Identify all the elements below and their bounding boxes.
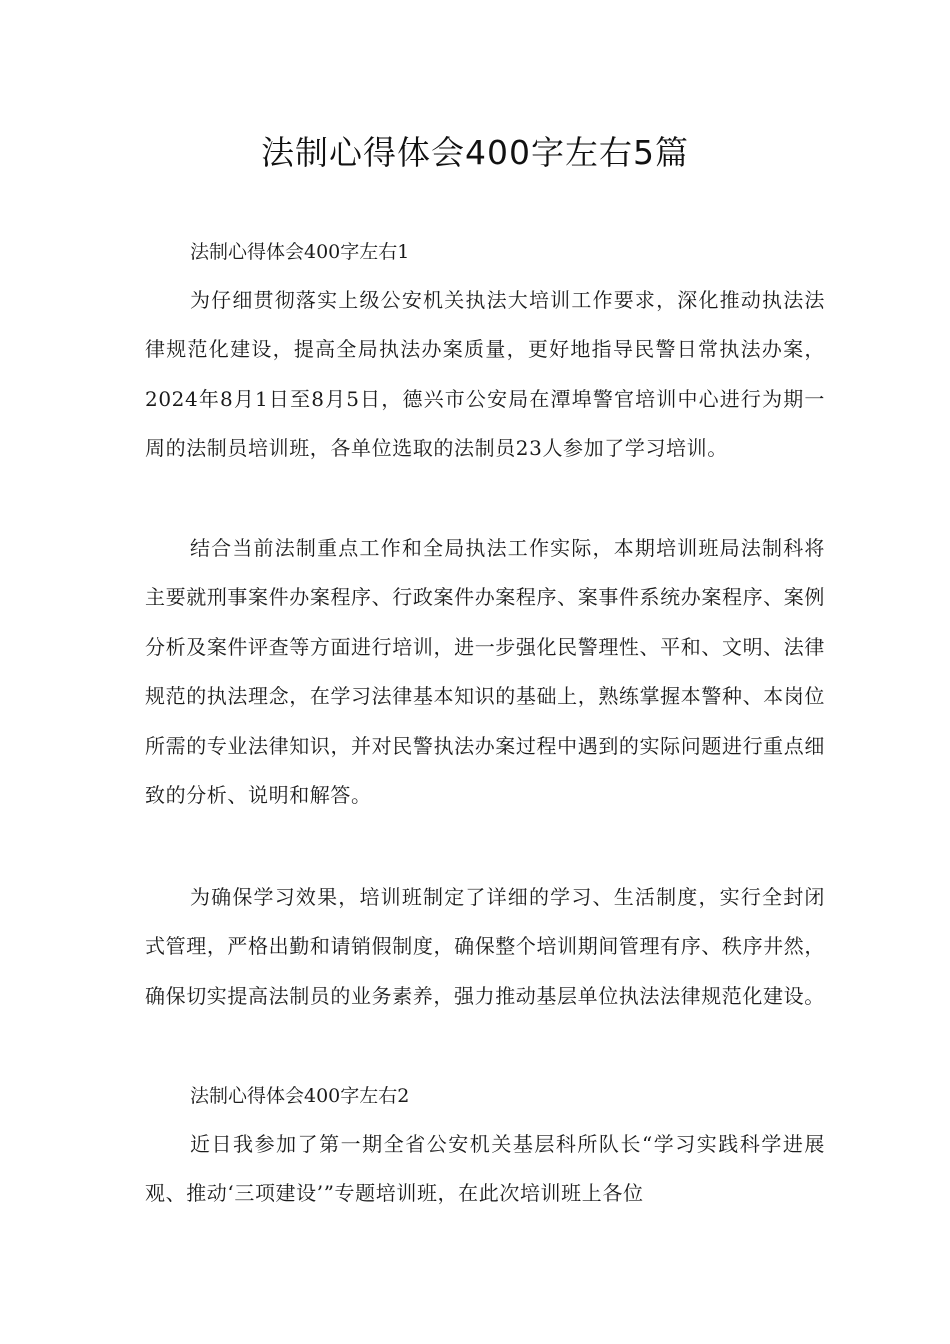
paragraph-4: 近日我参加了第一期全省公安机关基层科所队长“学习实践科学进展观、推动‘三项建设’”专题培训班，在此次培训班上各位 bbox=[145, 1132, 825, 1206]
document-title: 法制心得体会400字左右5篇 bbox=[261, 133, 689, 172]
paragraph-3: 为确保学习效果，培训班制定了详细的学习、生活制度，实行全封闭式管理，严格出勤和请销假制度，确保整个培训期间管理有序、秩序井然，确保切实提高法制员的业务素养，强力推动基层单位执法法律规范化建设。 bbox=[145, 885, 825, 1008]
paragraph-1: 为仔细贯彻落实上级公安机关执法大培训工作要求，深化推动执法法律规范化建设，提高全局执法办案质量，更好地指导民警日常执法办案，2024年8月1日至8月5日，德兴市公安局在潭埠警官培训中心进行为期一周的法制员培训班，各单位选取的法制员23人参加了学习培训。 bbox=[145, 288, 825, 461]
section-heading-2: 法制心得体会400字左右2 bbox=[190, 1085, 410, 1107]
section-heading-1: 法制心得体会400字左右1 bbox=[190, 241, 410, 263]
paragraph-2: 结合当前法制重点工作和全局执法工作实际，本期培训班局法制科将主要就刑事案件办案程序、行政案件办案程序、案事件系统办案程序、案例分析及案件评查等方面进行培训，进一步强化民警理性、平和、文明、法律规范的执法理念，在学习法律基本知识的基础上，熟练掌握本警种、本岗位所需的专业法律知识，并对民警执法办案过程中遇到的实际问题进行重点细致的分析、说明和解答。 bbox=[145, 536, 825, 808]
